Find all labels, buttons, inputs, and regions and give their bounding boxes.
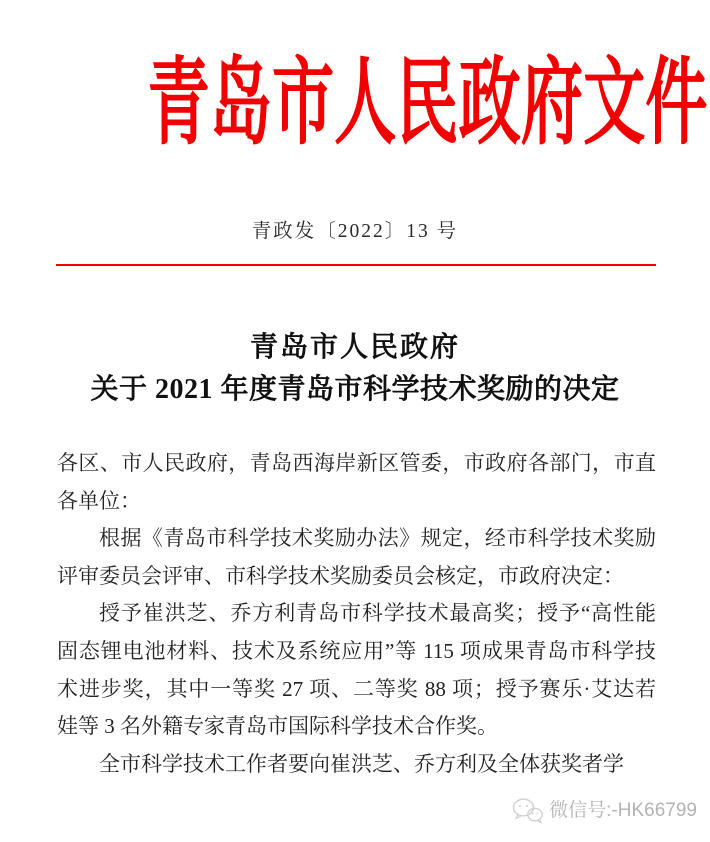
body-line: 评审委员会评审、市科学技术奖励委员会核定，市政府决定： <box>57 563 624 588</box>
body-line: 授予崔洪芝、乔方利青岛市科学技术最高奖；授予“高性能 <box>99 601 656 626</box>
red-letterhead-text: 青岛市人民政府文件 <box>147 50 708 156</box>
body-line: 全市科学技术工作者要向崔洪芝、乔方利及全体获奖者学 <box>99 751 624 776</box>
doc-title-subject: 关于 2021 年度青岛市科学技术奖励的决定 <box>90 374 620 405</box>
red-letterhead <box>0 50 710 156</box>
body-text <box>57 445 656 783</box>
body-line: 固态锂电池材料、技术及系统应用”等 115 项成果青岛市科学技 <box>57 638 656 663</box>
body-line: 娃等 3 名外籍专家青岛市国际科学技术合作奖。 <box>57 714 498 739</box>
body-line: 各单位： <box>57 488 141 513</box>
watermark-text: 微信号:-HK66799 <box>549 799 697 821</box>
body-line: 各区、市人民政府，青岛西海岸新区管委，市政府各部门，市直 <box>57 451 656 475</box>
doc-title-org: 青岛市人民政府 <box>249 332 460 363</box>
wechat-icon <box>511 797 544 824</box>
body-line: 根据《青岛市科学技术奖励办法》规定，经市科学技术奖励 <box>99 526 656 551</box>
body-line: 术进步奖，其中一等奖 27 项、二等奖 88 项；授予赛乐·艾达若 <box>57 676 656 701</box>
red-separator-line <box>56 264 656 266</box>
doc-number: 青政发〔2022〕13 号 <box>251 221 459 242</box>
watermark <box>511 797 697 824</box>
